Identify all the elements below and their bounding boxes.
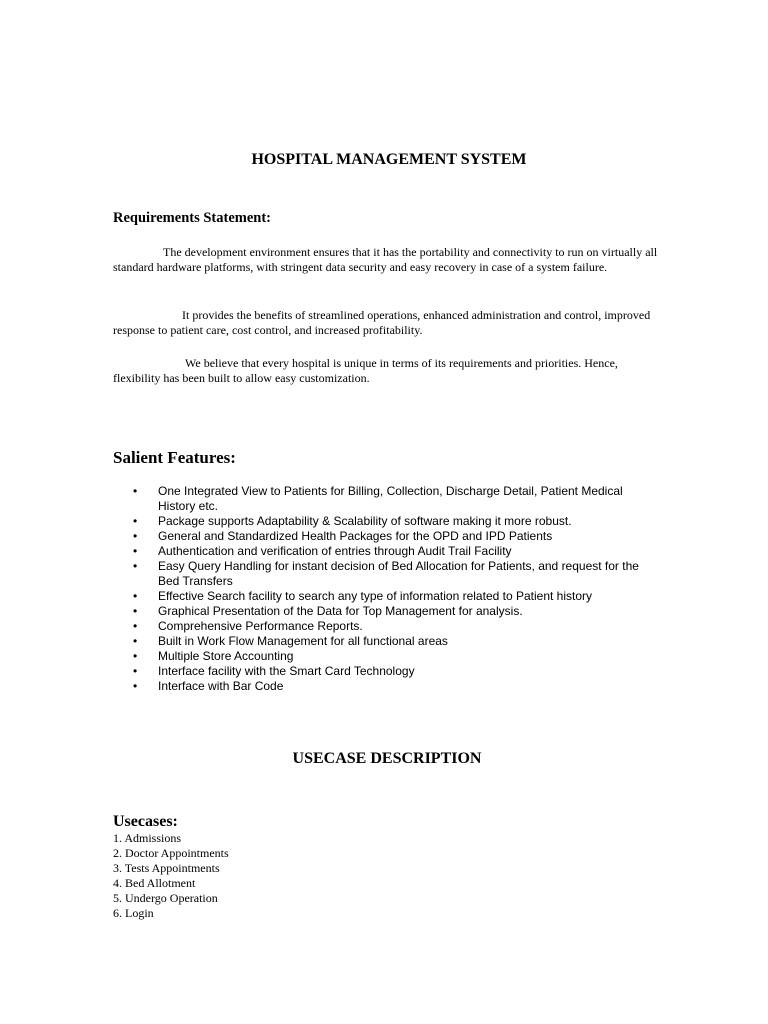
feature-item	[113, 589, 653, 604]
feature-item	[113, 679, 653, 694]
bullet-icon: •	[133, 484, 138, 498]
requirements-paragraph-2-text: It provides the benefits of streamlined operations, enhanced administration and control, improved response to patient care, cost control, and increased profitability.	[113, 308, 651, 337]
feature-item	[113, 514, 653, 529]
usecase-list	[113, 831, 229, 921]
requirements-paragraph-1	[113, 245, 658, 275]
usecase-item: 4. Bed Allotment	[113, 876, 196, 890]
feature-text: Easy Query Handling for instant decision of Bed Allocation for Patients, and request for the Bed Transfers	[158, 559, 639, 588]
feature-text: Interface with Bar Code	[158, 679, 284, 693]
bullet-icon: •	[133, 589, 138, 603]
feature-text: One Integrated View to Patients for Billing, Collection, Discharge Detail, Patient Medical History etc.	[158, 484, 623, 513]
bullet-icon: •	[133, 649, 138, 663]
usecase-section-title: USECASE DESCRIPTION	[292, 750, 482, 767]
feature-item	[113, 529, 653, 544]
requirements-paragraph-2	[113, 308, 658, 338]
usecase-item: 3. Tests Appointments	[113, 861, 220, 875]
feature-item	[113, 619, 653, 634]
requirements-paragraph-1-text: The development environment ensures that it has the portability and connectivity to run on virtually all standard hardware platforms, with stringent data security and easy recovery in case of a system failure.	[113, 245, 658, 274]
feature-item	[113, 634, 653, 649]
feature-item	[113, 664, 653, 679]
document-title: HOSPITAL MANAGEMENT SYSTEM	[251, 151, 527, 168]
feature-item	[113, 544, 653, 559]
feature-text: Graphical Presentation of the Data for Top Management for analysis.	[158, 604, 523, 618]
usecase-item: 1. Admissions	[113, 831, 182, 845]
features-list	[113, 484, 653, 694]
features-heading: Salient Features:	[113, 448, 236, 467]
feature-item	[113, 559, 653, 589]
usecases-heading: Usecases:	[113, 813, 178, 830]
feature-item	[113, 604, 653, 619]
bullet-icon: •	[133, 604, 138, 618]
bullet-icon: •	[133, 514, 138, 528]
bullet-icon: •	[133, 544, 138, 558]
usecase-item: 2. Doctor Appointments	[113, 846, 229, 860]
feature-text: Built in Work Flow Management for all functional areas	[158, 634, 448, 648]
feature-text: Interface facility with the Smart Card Technology	[158, 664, 415, 678]
requirements-paragraph-3-text: We believe that every hospital is unique in terms of its requirements and priorities. Hence, flexibility has been built to allow easy customization.	[113, 356, 618, 385]
bullet-icon: •	[133, 559, 138, 573]
bullet-icon: •	[133, 634, 138, 648]
usecase-item: 5. Undergo Operation	[113, 891, 218, 905]
feature-text: Authentication and verification of entries through Audit Trail Facility	[158, 544, 512, 558]
bullet-icon: •	[133, 529, 138, 543]
feature-item	[113, 484, 653, 514]
feature-text: General and Standardized Health Packages for the OPD and IPD Patients	[158, 529, 553, 543]
feature-text: Comprehensive Performance Reports.	[158, 619, 363, 633]
feature-text: Effective Search facility to search any type of information related to Patient history	[158, 589, 592, 603]
bullet-icon: •	[133, 679, 138, 693]
usecase-item: 6. Login	[113, 906, 154, 920]
requirements-heading: Requirements Statement:	[113, 210, 271, 226]
requirements-paragraph-3	[113, 356, 658, 386]
feature-text: Multiple Store Accounting	[158, 649, 294, 663]
feature-item	[113, 649, 653, 664]
bullet-icon: •	[133, 619, 138, 633]
bullet-icon: •	[133, 664, 138, 678]
feature-text: Package supports Adaptability & Scalability of software making it more robust.	[158, 514, 572, 528]
